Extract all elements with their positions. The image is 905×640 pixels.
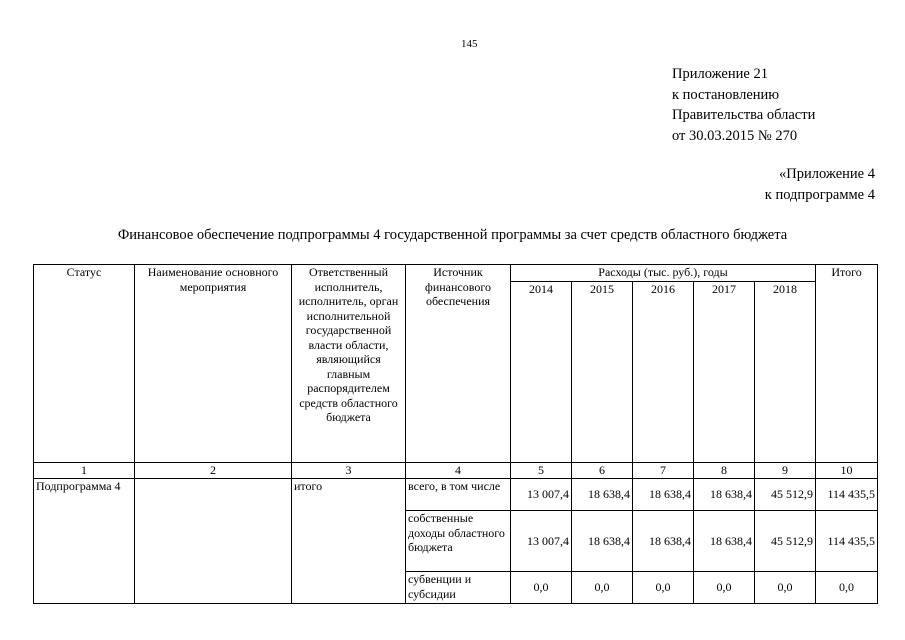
page-number: 145 bbox=[461, 38, 478, 50]
value-cell: 18 638,4 bbox=[633, 479, 694, 511]
value-cell: 13 007,4 bbox=[511, 511, 572, 572]
column-number: 10 bbox=[816, 463, 878, 479]
appendix-line: от 30.03.2015 № 270 bbox=[672, 127, 798, 144]
appendix-line: Правительства области bbox=[672, 107, 816, 123]
column-number: 5 bbox=[511, 463, 572, 479]
executor-cell: итого bbox=[292, 479, 406, 604]
appendix-sub-header bbox=[765, 164, 875, 205]
header-executor: Ответственный исполнитель, исполнитель, орган исполнительной государственной власти области, являющийся главным распорядителем средств областного бюджета bbox=[292, 265, 406, 463]
header-year: 2016 bbox=[633, 282, 694, 463]
header-year: 2018 bbox=[755, 282, 816, 463]
status-cell: Подпрограмма 4 bbox=[34, 479, 135, 604]
header-year: 2014 bbox=[511, 282, 572, 463]
value-cell: 18 638,4 bbox=[572, 479, 633, 511]
header-year: 2015 bbox=[572, 282, 633, 463]
value-cell: 18 638,4 bbox=[633, 511, 694, 572]
value-cell: 45 512,9 bbox=[755, 479, 816, 511]
value-cell: 18 638,4 bbox=[694, 511, 755, 572]
column-number: 1 bbox=[34, 463, 135, 479]
event-name-cell bbox=[135, 479, 292, 604]
appendix-sub-line: «Приложение 4 bbox=[779, 166, 875, 182]
header-status: Статус bbox=[34, 265, 135, 463]
header-event-name: Наименование основного мероприятия bbox=[135, 265, 292, 463]
document-title: Финансовое обеспечение подпрограммы 4 государственной программы за счет средств областного бюджета bbox=[117, 227, 788, 243]
column-number: 6 bbox=[572, 463, 633, 479]
value-cell: 0,0 bbox=[633, 572, 694, 604]
appendix-header bbox=[672, 64, 815, 146]
column-number: 4 bbox=[406, 463, 511, 479]
column-number: 3 bbox=[292, 463, 406, 479]
appendix-line: Приложение 21 bbox=[672, 66, 768, 82]
header-total: Итого bbox=[816, 265, 878, 463]
total-cell: 114 435,5 bbox=[816, 511, 878, 572]
source-cell: собственные доходы областного бюджета bbox=[406, 511, 511, 572]
column-number: 7 bbox=[633, 463, 694, 479]
financing-table bbox=[33, 264, 878, 604]
source-cell: субвенции и субсидии bbox=[406, 572, 511, 604]
value-cell: 18 638,4 bbox=[572, 511, 633, 572]
column-number: 9 bbox=[755, 463, 816, 479]
column-number: 8 bbox=[694, 463, 755, 479]
value-cell: 0,0 bbox=[572, 572, 633, 604]
column-number: 2 bbox=[135, 463, 292, 479]
value-cell: 13 007,4 bbox=[511, 479, 572, 511]
value-cell: 0,0 bbox=[694, 572, 755, 604]
header-source: Источник финансового обеспечения bbox=[406, 265, 511, 463]
appendix-line: к постановлению bbox=[672, 86, 780, 103]
total-cell: 0,0 bbox=[816, 572, 878, 604]
value-cell: 0,0 bbox=[755, 572, 816, 604]
total-cell: 114 435,5 bbox=[816, 479, 878, 511]
appendix-sub-line: к подпрограмме 4 bbox=[764, 186, 875, 203]
value-cell: 0,0 bbox=[511, 572, 572, 604]
source-cell: всего, в том числе bbox=[406, 479, 511, 511]
header-expenses: Расходы (тыс. руб.), годы bbox=[511, 265, 816, 282]
value-cell: 45 512,9 bbox=[755, 511, 816, 572]
value-cell: 18 638,4 bbox=[694, 479, 755, 511]
header-year: 2017 bbox=[694, 282, 755, 463]
